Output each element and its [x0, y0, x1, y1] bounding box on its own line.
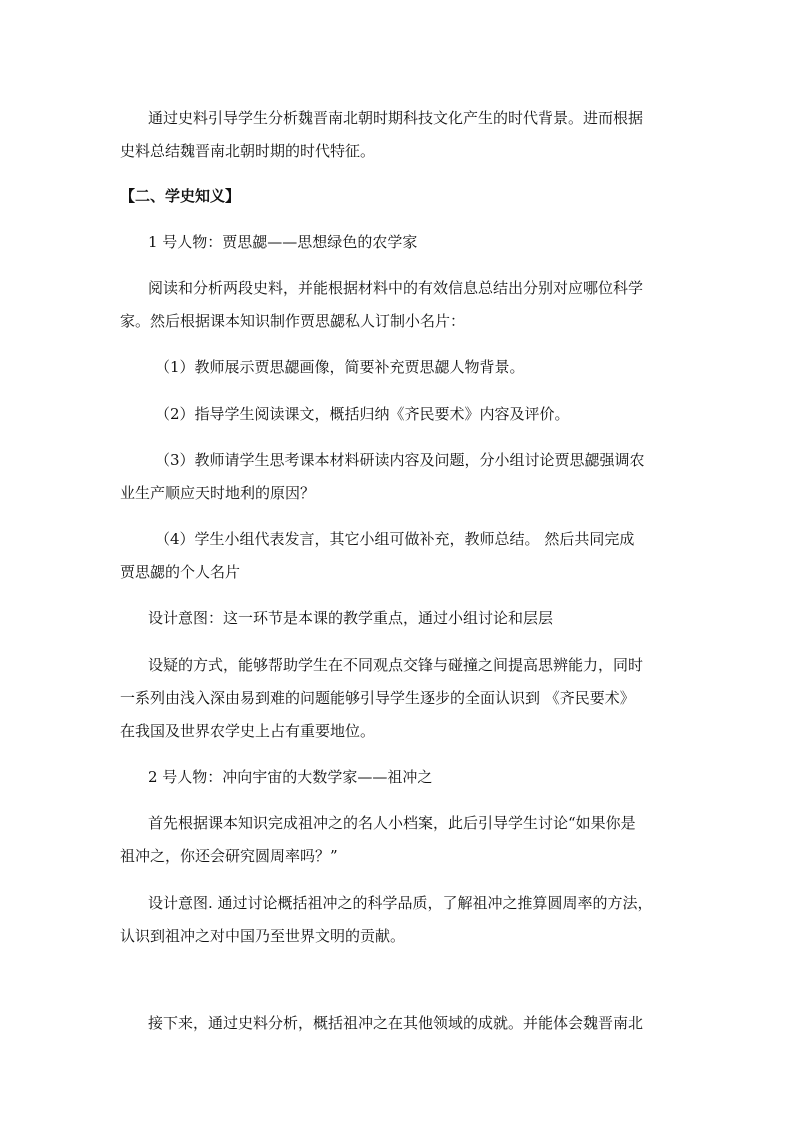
design-intent: 设计意图. 通过讨论概括祖冲之的科学品质，了解祖冲之推算圆周率的方法，: [148, 894, 653, 912]
design-intent-continuation: 认识到祖冲之对中国乃至世界文明的贡献。: [120, 927, 406, 945]
step-item: （2）指导学生阅读课文，概括归纳《齐民要术》内容及评价。: [155, 405, 570, 423]
paragraph-line: 一系列由浅入深由易到难的问题能够引导学生逐步的全面认识到 《齐民要术》: [120, 689, 635, 707]
paragraph-line: 首先根据课本知识完成祖冲之的名人小档案，此后引导学生讨论“如果你是: [148, 814, 636, 832]
paragraph-line: 设疑的方式，能够帮助学生在不同观点交锋与碰撞之间提高思辨能力，同时: [148, 656, 644, 674]
step-item-continuation: 贾思勰的个人名片: [120, 563, 241, 581]
step-item: （1）教师展示贾思勰画像，简要补充贾思勰人物背景。: [155, 358, 525, 376]
paragraph-line: 史料总结魏晋南北朝时期的时代特征。: [120, 142, 376, 160]
step-item-continuation: 业生产顺应天时地利的原因？: [120, 484, 316, 502]
step-item: （4）学生小组代表发言，其它小组可做补充，教师总结。 然后共同完成: [155, 530, 635, 548]
design-intent: 设计意图：这一环节是本课的教学重点，通过小组讨论和层层: [148, 609, 554, 627]
person-heading: 2 号人物：冲向宇宙的大数学家——祖冲之: [148, 768, 433, 786]
paragraph-line: 在我国及世界农学史上占有重要地位。: [120, 722, 376, 740]
paragraph-line: 家。然后根据课本知识制作贾思勰私人订制小名片：: [120, 312, 466, 330]
paragraph-line: 接下来，通过史料分析，概括祖冲之在其他领域的成就。并能体会魏晋南北: [148, 1014, 644, 1032]
step-item: （3）教师请学生思考课本材料研读内容及问题，分小组讨论贾思勰强调农: [155, 451, 645, 469]
paragraph-line: 祖冲之，你还会研究圆周率吗？”: [120, 847, 338, 865]
person-heading: 1 号人物：贾思勰——思想绿色的农学家: [148, 233, 418, 251]
paragraph-line: 阅读和分析两段史料，并能根据材料中的有效信息总结出分别对应哪位科学: [148, 279, 644, 297]
section-heading: 【二、学史知义】: [120, 187, 241, 205]
paragraph-line: 通过史料引导学生分析魏晋南北朝时期科技文化产生的时代背景。进而根据: [148, 109, 644, 127]
